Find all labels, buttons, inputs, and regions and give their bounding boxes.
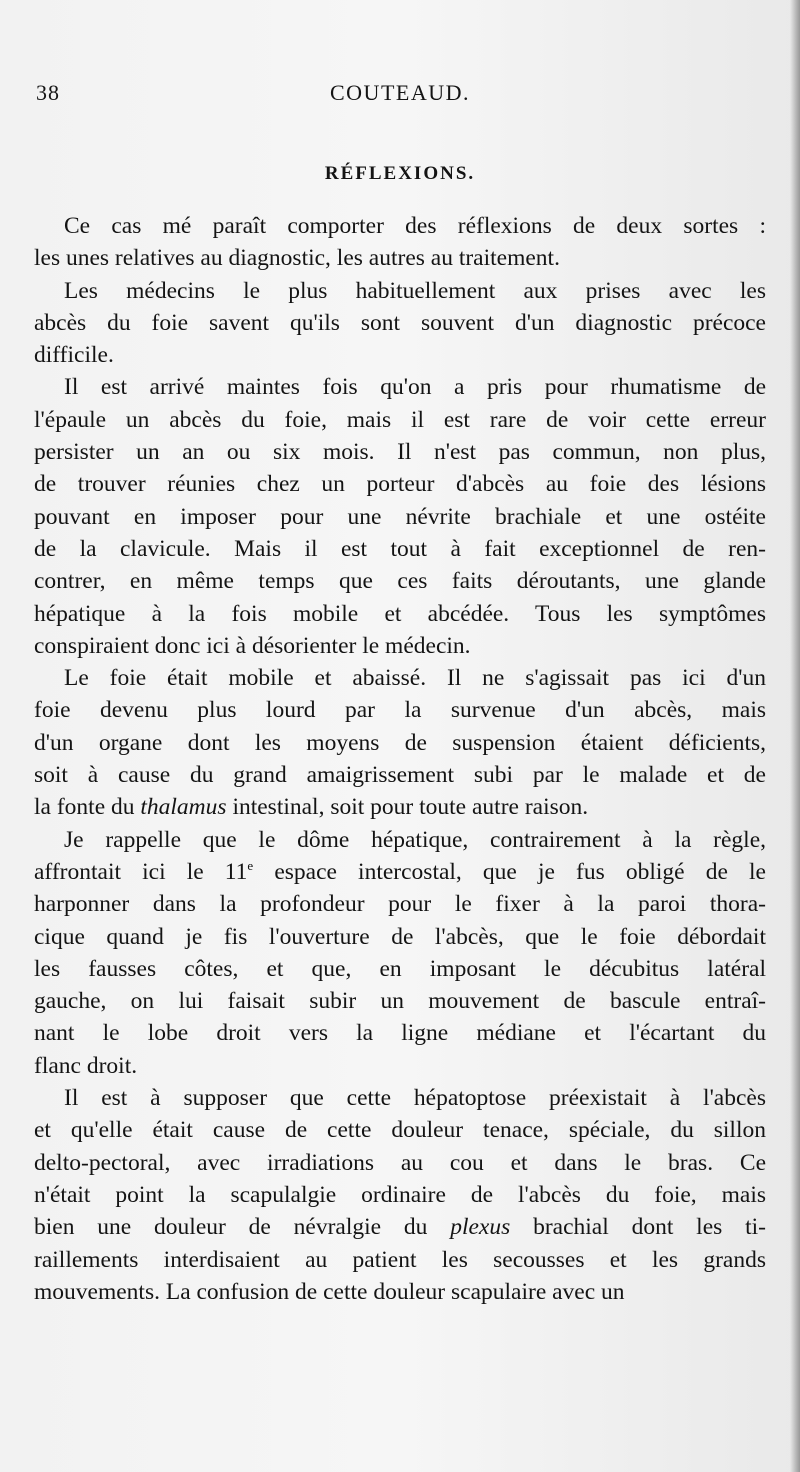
text-line: raillements interdisaient au patient les secousses et les grands (34, 1246, 766, 1273)
text-line: et qu'elle était cause de cette douleur tenace, spéciale, du sillon (34, 1117, 766, 1144)
text-line: les unes relatives au diagnostic, les autres au traitement. (34, 245, 560, 272)
paragraph (34, 662, 766, 823)
text-line: affrontait ici le 11e espace intercostal, que je fus obligé de le (34, 858, 766, 885)
text-line: contrer, en même temps que ces faits déroutants, une glande (34, 568, 766, 595)
text-line: de la clavicule. Mais il est tout à fait exceptionnel de ren- (34, 535, 766, 562)
text-line: gauche, on lui faisait subir un mouvement de bascule entraî- (34, 988, 766, 1015)
text-line: cique quand je fis l'ouverture de l'abcès, que le foie débordait (34, 923, 766, 950)
page-header (36, 80, 764, 110)
text-line: Je rappelle que le dôme hépatique, contrairement à la règle, (64, 826, 766, 853)
text-line: flanc droit. (34, 1052, 138, 1079)
text-line: l'épaule un abcès du foie, mais il est rare de voir cette erreur (34, 406, 766, 433)
page-number: 38 (36, 80, 60, 105)
text-line: Il est arrivé maintes fois qu'on a pris pour rhumatisme de (64, 374, 766, 401)
paragraph (34, 275, 766, 372)
text-line: soit à cause du grand amaigrissement subi par le malade et de (34, 762, 766, 789)
text-line: abcès du foie savent qu'ils sont souvent d'un diagnostic précoce (34, 309, 766, 336)
text-line: pouvant en imposer pour une névrite brachiale et une ostéite (34, 503, 766, 530)
body-text (34, 210, 766, 1308)
paragraph (34, 371, 766, 662)
text-line: bien une douleur de névralgie du plexus brachial dont les ti- (34, 1214, 766, 1241)
ordinal-superscript: e (247, 858, 254, 874)
text-line: foie devenu plus lourd par la survenue d'un abcès, mais (34, 697, 766, 724)
text-line: Le foie était mobile et abaissé. Il ne s'agissait pas ici d'un (64, 665, 766, 692)
text-line: delto-pectoral, avec irradiations au cou et dans le bras. Ce (34, 1149, 766, 1176)
page-edge-shadow (790, 0, 800, 1472)
text-line: persister un an ou six mois. Il n'est pas commun, non plus, (34, 439, 766, 466)
text-line: hépatique à la fois mobile et abcédée. Tous les symptômes (34, 600, 766, 627)
section-title: RÉFLEXIONS. (324, 163, 476, 184)
text-line: n'était point la scapulalgie ordinaire de l'abcès du foie, mais (34, 1181, 766, 1208)
text-line: la fonte du thalamus intestinal, soit pour toute autre raison. (34, 794, 589, 821)
text-line: conspiraient donc ici à désorienter le médecin. (34, 632, 471, 659)
italic-term: thalamus (140, 794, 227, 821)
text-line: d'un organe dont les moyens de suspension étaient déficients, (34, 729, 766, 756)
text-line: Ce cas mé paraît comporter des réflexions de deux sortes : (64, 213, 766, 239)
paragraph (34, 210, 766, 275)
text-line: de trouver réunies chez un porteur d'abcès au foie des lésions (34, 471, 766, 498)
text-line: nant le lobe droit vers la ligne médiane et l'écartant du (34, 1020, 766, 1047)
running-head: COUTEAUD. (330, 80, 470, 105)
paragraph (34, 824, 766, 1082)
text-line: Il est à supposer que cette hépatoptose préexistait à l'abcès (64, 1085, 766, 1112)
text-line: Les médecins le plus habituellement aux prises avec les (64, 277, 766, 304)
text-line: mouvements. La confusion de cette douleur scapulaire avec un (34, 1278, 625, 1305)
italic-term: plexus (450, 1214, 511, 1241)
paragraph (34, 1082, 766, 1308)
text-line: difficile. (34, 342, 114, 369)
text-line: les fausses côtes, et que, en imposant le décubitus latéral (34, 955, 766, 982)
text-line: harponner dans la profondeur pour le fixer à la paroi thora- (34, 891, 766, 918)
